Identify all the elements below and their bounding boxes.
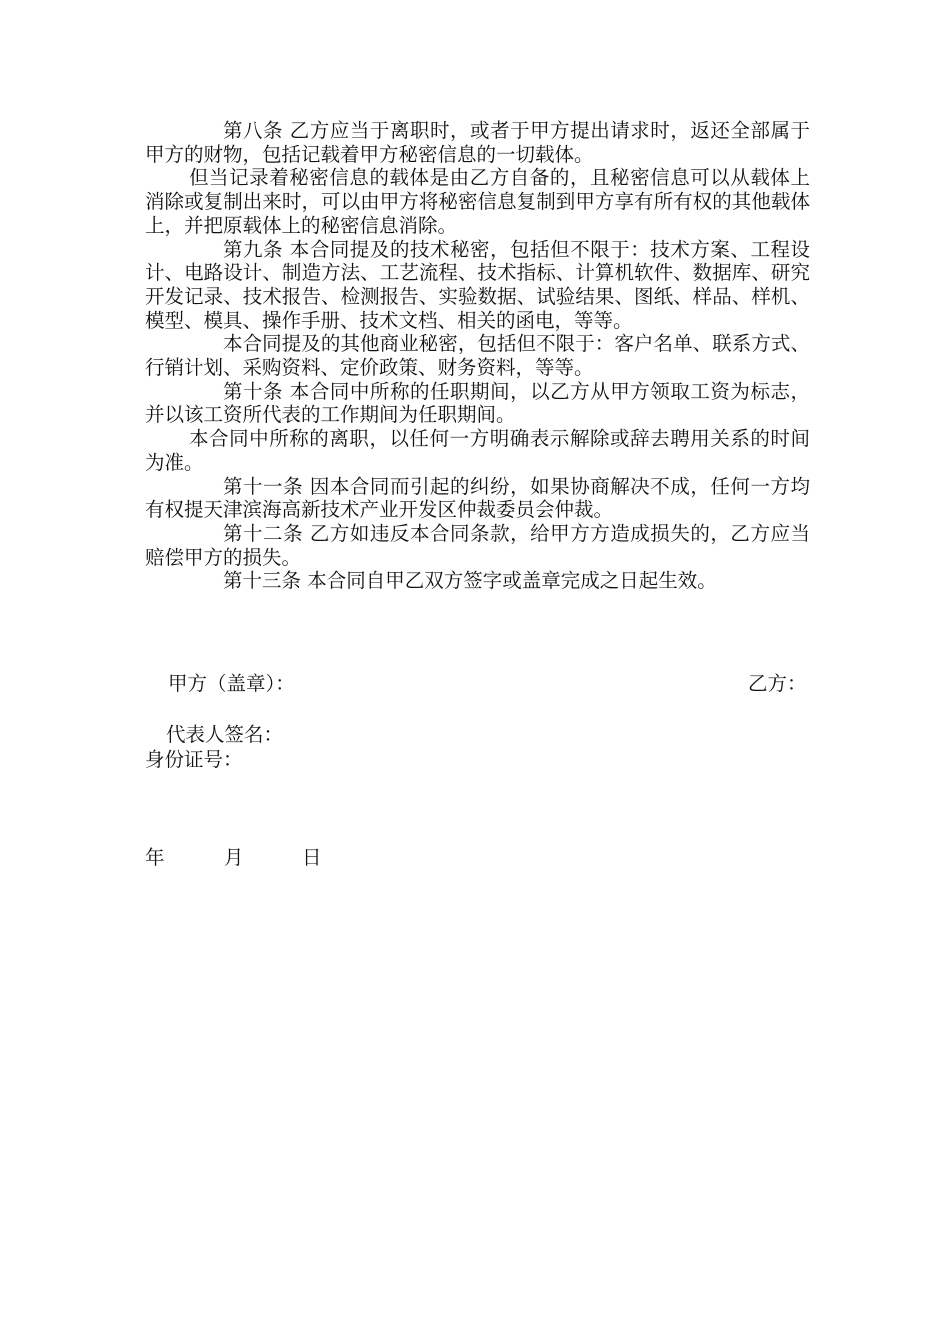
article-12-paragraph: 第十二条 乙方如违反本合同条款，给甲方方造成损失的，乙方应当赔偿甲方的损失。 [145,521,810,569]
date-year-label: 年 [145,846,165,869]
party-b-label: 乙方： [748,672,807,695]
article-8-supplement-paragraph: 但当记录着秘密信息的载体是由乙方自备的，且秘密信息可以从载体上消除或复制出来时，可以由甲方将秘密信息复制到甲方享有所有权的其他载体上，并把原载体上的秘密信息消除。 [145,166,810,237]
date-day-label: 日 [302,846,322,869]
representative-signature-label: 代表人签名： [166,723,284,746]
article-13-paragraph: 第十三条 本合同自甲乙双方签字或盖章完成之日起生效。 [223,569,717,593]
contract-body [145,119,810,593]
article-10-supplement-paragraph: 本合同中所称的离职，以任何一方明确表示解除或辞去聘用关系的时间为准。 [145,427,810,474]
article-10-paragraph: 第十条 本合同中所称的任职期间，以乙方从甲方领取工资为标志，并以该工资所代表的工作期间为任职期间。 [145,379,810,427]
article-11-paragraph: 第十一条 因本合同而引起的纠纷，如果协商解决不成，任何一方均有权提天津滨海高新技术产业开发区仲裁委员会仲裁。 [145,474,810,522]
date-month-label: 月 [224,846,244,869]
article-8-paragraph: 第八条 乙方应当于离职时，或者于甲方提出请求时，返还全部属于甲方的财物，包括记载着甲方秘密信息的一切载体。 [145,119,810,166]
party-a-seal-label: 甲方（盖章）： [168,672,295,695]
id-number-label: 身份证号： [145,748,243,771]
article-9-supplement-paragraph: 本合同提及的其他商业秘密，包括但不限于：客户名单、联系方式、行销计划、采购资料、定价政策、财务资料，等等。 [145,332,810,380]
article-9-paragraph: 第九条 本合同提及的技术秘密，包括但不限于：技术方案、工程设计、电路设计、制造方法、工艺流程、技术指标、计算机软件、数据库、研究开发记录、技术报告、检测报告、实验数据、试验结果、图纸、样品、样机、模型、模具、操作手册、技术文档、相关的函电，等等。 [145,237,810,332]
